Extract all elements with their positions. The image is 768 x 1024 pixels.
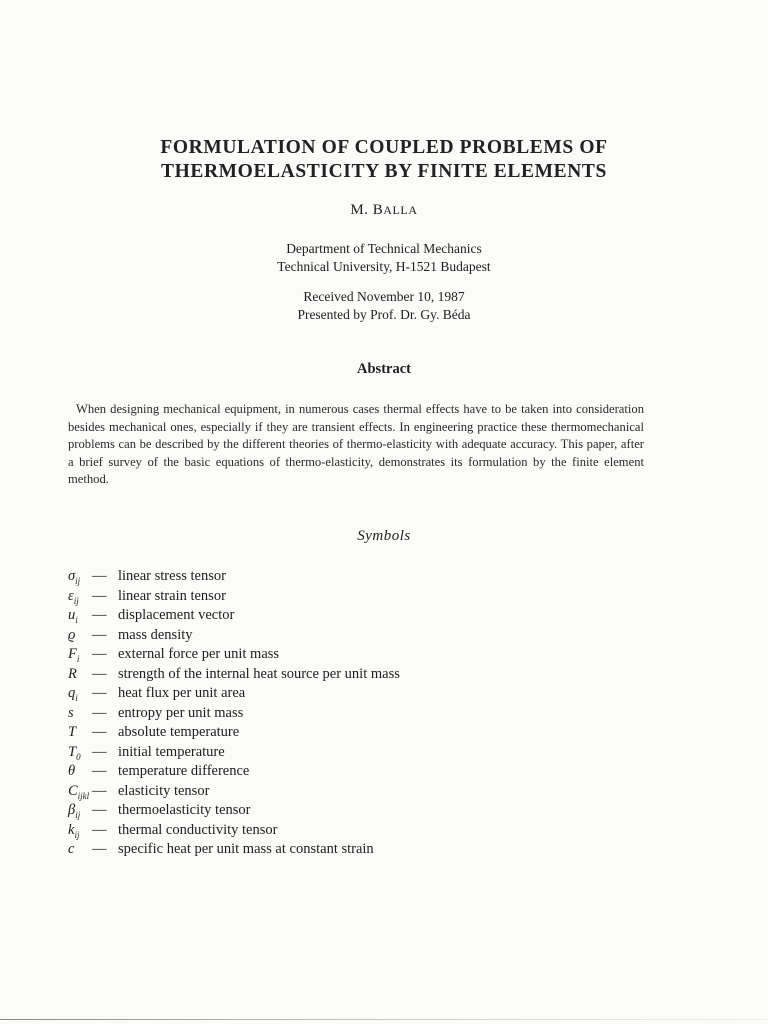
symbol-row	[68, 666, 708, 686]
symbol-base: R	[68, 665, 77, 682]
symbol-dash: —	[92, 743, 107, 760]
received-info	[0, 288, 768, 324]
symbol-row	[68, 646, 708, 666]
author-surname: ALLA	[383, 203, 418, 217]
symbol-subscript: ij	[73, 595, 79, 606]
symbol-base: c	[68, 841, 75, 857]
symbol-description: specific heat per unit mass at constant strain	[118, 841, 374, 857]
symbol-row	[68, 841, 708, 861]
symbol-base: k	[68, 821, 75, 838]
symbol-notation	[68, 822, 92, 840]
symbol-description: displacement vector	[118, 607, 235, 623]
symbol-subscript: ij	[75, 575, 81, 586]
presented-by: Presented by Prof. Dr. Gy. Béda	[297, 307, 471, 322]
symbol-dash: —	[92, 665, 107, 682]
symbol-subscript: i	[75, 692, 78, 703]
symbol-dash: —	[92, 587, 107, 604]
symbol-dash: —	[92, 821, 107, 838]
symbol-base: q	[68, 685, 76, 701]
symbol-base: T	[68, 743, 77, 760]
symbol-notation	[68, 841, 92, 858]
symbol-notation	[68, 763, 92, 780]
symbol-subscript: 0	[76, 751, 81, 762]
symbols-list	[68, 568, 708, 861]
symbol-row	[68, 627, 708, 647]
symbol-dash: —	[92, 626, 107, 643]
symbol-notation	[68, 705, 92, 722]
symbol-description: elasticity tensor	[118, 782, 210, 799]
symbol-notation	[68, 783, 92, 801]
symbol-description: strength of the internal heat source per unit mass	[118, 665, 400, 682]
symbol-subscript: i	[76, 653, 80, 664]
symbol-subscript: ij	[74, 829, 80, 840]
symbol-description: linear stress tensor	[118, 568, 226, 584]
symbol-notation	[68, 802, 92, 820]
symbol-description: entropy per unit mass	[118, 704, 244, 721]
symbol-description: thermoelasticity tensor	[118, 802, 251, 818]
symbol-base: ε	[68, 587, 74, 604]
symbol-description: temperature difference	[118, 763, 250, 779]
symbol-dash: —	[92, 724, 107, 740]
symbol-base: F	[68, 646, 77, 662]
abstract-text: When designing mechanical equipment, in numerous cases thermal effects have to be taken into consideration besides mechanical ones, especially if they are transient effects. In engineering practice these thermomechanical problems can be described by the different theories of thermo-elasticity with adequate accuracy. This paper, after a brief survey of the basic equations of thermo-elasticity, demonstrates its formulation by the finite element method.	[68, 402, 644, 486]
symbols-heading: Symbols	[357, 528, 411, 544]
affiliation	[0, 240, 768, 276]
symbol-notation	[68, 627, 92, 644]
symbol-row	[68, 685, 708, 705]
symbol-dash: —	[92, 568, 107, 584]
symbol-row	[68, 763, 708, 783]
affiliation-line-2: Technical University, H-1521 Budapest	[277, 259, 491, 274]
scan-edge-line	[0, 1019, 768, 1020]
symbol-row	[68, 783, 708, 803]
author-initial: M. B	[350, 202, 384, 218]
symbol-notation	[68, 724, 92, 741]
symbol-notation	[68, 607, 92, 625]
symbol-dash: —	[92, 685, 107, 701]
symbol-row	[68, 705, 708, 725]
symbol-notation	[68, 744, 92, 762]
symbol-description: external force per unit mass	[118, 646, 280, 662]
symbol-row	[68, 568, 708, 588]
symbol-base: β	[68, 802, 76, 818]
symbol-base: σ	[68, 568, 76, 584]
symbol-dash: —	[92, 782, 107, 799]
symbol-dash: —	[92, 841, 107, 857]
symbol-description: heat flux per unit area	[118, 685, 246, 701]
symbol-row	[68, 724, 708, 744]
symbol-notation	[68, 568, 92, 586]
title-line-1: FORMULATION OF COUPLED PROBLEMS OF	[160, 137, 608, 158]
symbol-description: absolute temperature	[118, 724, 240, 740]
symbol-notation	[68, 666, 92, 683]
symbol-row	[68, 588, 708, 608]
symbol-notation	[68, 646, 92, 664]
symbol-row	[68, 607, 708, 627]
symbol-subscript: ij	[75, 809, 81, 820]
symbol-row	[68, 744, 708, 764]
symbol-row	[68, 822, 708, 842]
received-date: Received November 10, 1987	[303, 289, 465, 304]
abstract-heading: Abstract	[357, 361, 411, 377]
symbol-base: s	[68, 704, 74, 721]
symbol-description: initial temperature	[118, 743, 225, 760]
author-name	[0, 202, 768, 219]
symbol-description: mass density	[118, 626, 193, 643]
symbol-subscript: ijkl	[77, 790, 90, 801]
symbol-dash: —	[92, 802, 107, 818]
symbol-notation	[68, 685, 92, 703]
affiliation-line-1: Department of Technical Mechanics	[286, 241, 482, 256]
symbol-notation	[68, 588, 92, 606]
symbol-base: ϱ	[68, 626, 76, 643]
symbol-base: θ	[68, 763, 76, 779]
symbol-row	[68, 802, 708, 822]
symbol-subscript: i	[75, 614, 78, 625]
symbol-dash: —	[92, 646, 107, 662]
paper-title	[0, 136, 768, 184]
symbol-base: u	[68, 607, 76, 623]
symbol-description: thermal conductivity tensor	[118, 821, 278, 838]
symbol-dash: —	[92, 763, 107, 779]
symbol-base: T	[68, 724, 77, 740]
symbol-base: C	[68, 782, 78, 799]
symbol-dash: —	[92, 607, 107, 623]
symbol-dash: —	[92, 704, 107, 721]
title-line-2: THERMOELASTICITY BY FINITE ELEMENTS	[161, 161, 607, 182]
symbol-description: linear strain tensor	[118, 587, 226, 604]
